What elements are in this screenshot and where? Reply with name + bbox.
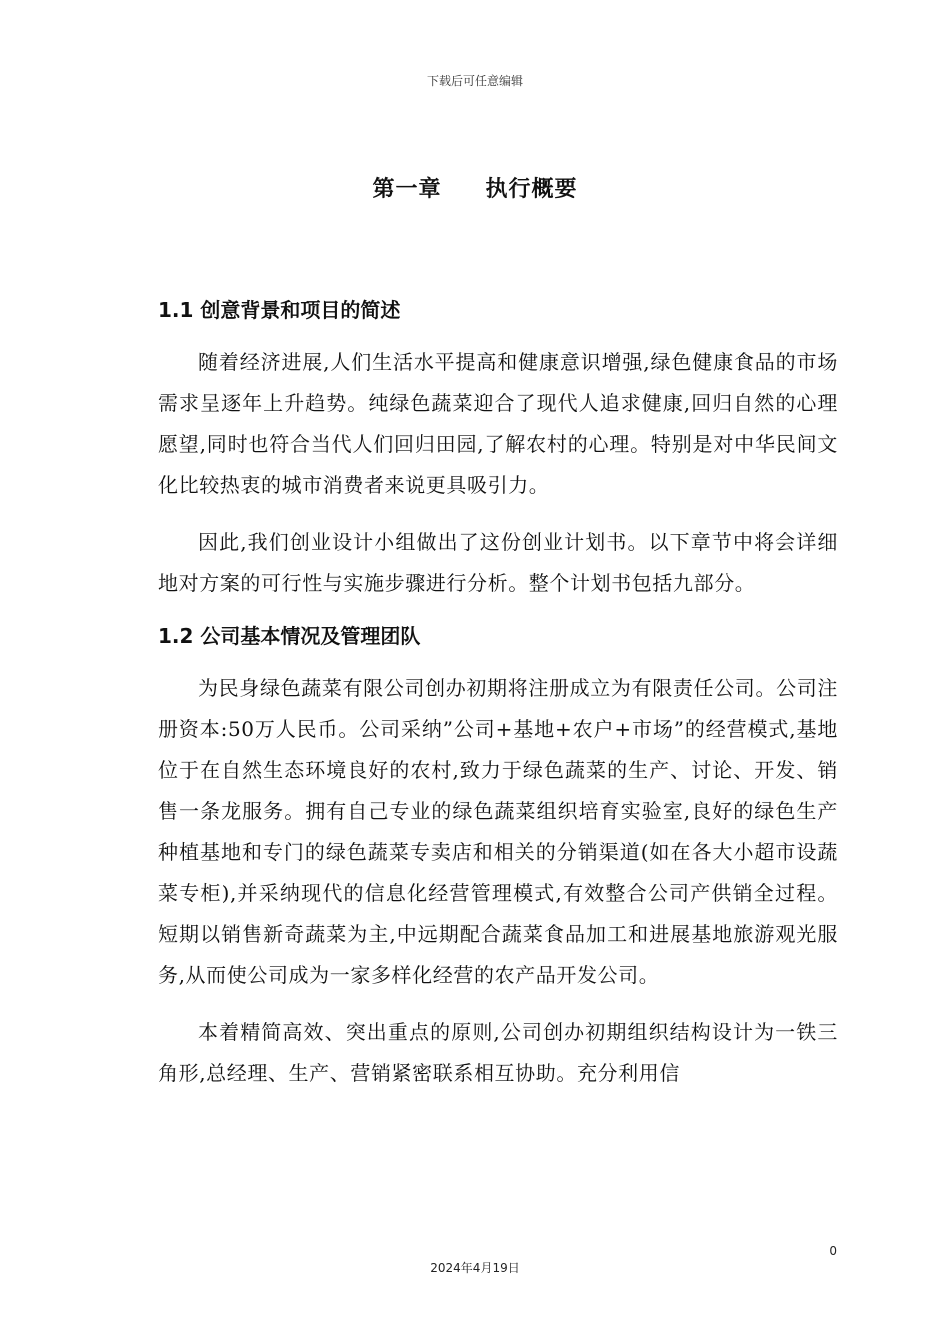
chapter-number: 第一章 <box>372 177 442 202</box>
page-number: 0 <box>829 1244 837 1258</box>
page-header-note: 下载后可任意编辑 <box>426 74 523 88</box>
chapter-title <box>0 172 950 203</box>
paragraph-company-info: 为民身绿色蔬菜有限公司创办初期将注册成立为有限责任公司。公司注册资本:50万人民币。公司采纳”公司+基地+农户+市场”的经营模式,基地位于在自然生态环境良好的农村,致力于绿色蔬菜的生产、讨论、开发、销售一条龙服务。拥有自己专业的绿色蔬菜组织培育实验室,良好的绿色生产种植基地和专门的绿色蔬菜专卖店和相关的分销渠道(如在各大小超市设蔬菜专柜),并采纳现代的信息化经营管理模式,有效整合公司产供销全过程。短期以销售新奇蔬菜为主,中远期配合蔬菜食品加工和进展基地旅游观光服务,从而使公司成为一家多样化经营的农产品开发公司。 <box>158 676 838 987</box>
paragraph-plan-overview: 因此,我们创业设计小组做出了这份创业计划书。以下章节中将会详细地对方案的可行性与实施步骤进行分析。整个计划书包括九部分。 <box>158 530 838 595</box>
paragraph-background: 随着经济进展,人们生活水平提高和健康意识增强,绿色健康食品的市场需求呈逐年上升趋势。纯绿色蔬菜迎合了现代人追求健康,回归自然的心理愿望,同时也符合当代人们回归田园,了解农村的心理。特别是对中华民间文化比较热衷的城市消费者来说更具吸引力。 <box>158 350 838 497</box>
section-heading-1-1: 1.1 创意背景和项目的简述 <box>158 298 401 322</box>
page-date: 2024年4月19日 <box>430 1261 520 1275</box>
document-body <box>158 290 838 1094</box>
section-heading-1-2: 1.2 公司基本情况及管理团队 <box>158 624 421 648</box>
chapter-name: 执行概要 <box>485 177 578 202</box>
paragraph-organization: 本着精简高效、突出重点的原则,公司创办初期组织结构设计为一铁三角形,总经理、生产、营销紧密联系相互协助。充分利用信 <box>158 1020 838 1085</box>
